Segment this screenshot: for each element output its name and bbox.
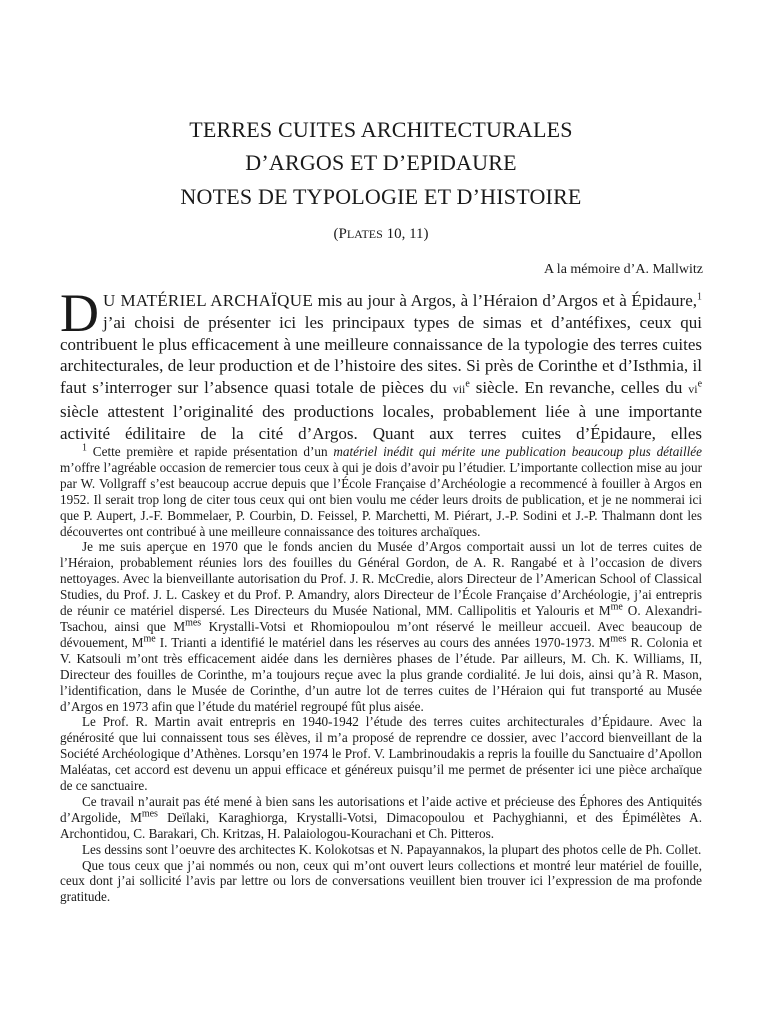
plates-smallcaps: LATES [346, 227, 383, 241]
footnote-reference: 1 [697, 291, 702, 303]
main-paragraph [60, 283, 703, 445]
plates-initial: P [338, 226, 347, 242]
footnote-text: Krystalli-Votsi et Rhomiopoulou m’ont réservé le meilleur accueil. Avec beaucoup de dévouement, M [60, 618, 702, 650]
title-line-2: D’ARGOS ET D’EPIDAURE [245, 150, 517, 175]
footnote-paragraph-3: Le Prof. R. Martin avait entrepris en 1940-1942 l’étude des terres cuites architecturales d’Épidaure. Avec la générosité que lui connaissent tous ses élèves, il m’a proposé de reprendre ce dossier, avec l’accord bienveillant de la Société Archéologique d’Athènes. Lorsqu’en 1974 le Prof. V. Lambrinoudakis a repris la fouille du Sanctuaire d’Apollon Maléatas, cet accord est devenu un appui efficace et généreux puisqu’il me permet de présenter ici une pièce archaïque de ce sanctuaire. [60, 714, 702, 794]
abbrev-superscript: me [143, 633, 156, 645]
abbrev-superscript: mes [185, 617, 202, 629]
footnote-paragraph-4 [60, 794, 702, 842]
footnote-text: m’offre l’agréable occasion de remercier tous ceux à qui je dois d’avoir pu l’étudier. L’importante collection mise au jour par W. Vollgraff s’est beaucoup accrue depuis que l’École Française d’Archéologie a recommencé à fouiller à Argos en 1952. Il serait trop long de citer tous ceux qui ont bien voulu me céder leurs droits de publication, et je ne nommerai ici que P. Aupert, J.-F. Bommelaer, P. Courbin, D. Feissel, P. Marchetti, M. Piérart, J.-P. Sodini et J.-P. Thalmann dont les découvertes ont contribué à une meilleure connaissance des toitures archaïques. [60, 459, 702, 539]
footnote [60, 444, 702, 905]
body-text-1: mis au jour à Argos, à l’Héraion d’Argos et à Épidaure, [313, 291, 697, 310]
footnote-text: O. Alexandri-Tsachou, ainsi que M [60, 603, 702, 634]
dedication: A la mémoire d’A. Mallwitz [543, 262, 703, 277]
footnote-text: Ce travail n’aurait pas été mené à bien sans les autorisations et l’aide active et précieuse des Éphores des Antiquités d’Argolide, M [60, 793, 702, 825]
title-line-3: NOTES DE TYPOLOGIE ET D’HISTOIRE [180, 184, 582, 209]
abbrev-superscript: mes [610, 633, 627, 645]
footnote-paragraph-1 [60, 444, 702, 539]
lead-in: U MATÉRIEL ARCHAÏQUE [103, 291, 314, 310]
plates-reference [0, 226, 762, 243]
footnote-text: R. Colonia et V. Katsouli m’ont très efficacement aidée dans les dernières phases de l’étude. Par ailleurs, M. Ch. K. Williams, II, Directeur des fouilles de Corinthe, m’a toujours reçue avec la plus grande cordialité. Je lui dois, ainsi qu’à R. Mason, l’identification, dans le Musée de Corinthe, d’un autre lot de terres cuites de l’Héraion qui fut transporté au Musée d’Argos en 1973 afin que l’étude du matériel regroupé fût plus aisée. [60, 634, 702, 714]
plates-numbers: 10, 11) [382, 226, 429, 242]
body-text-2: j’ai choisi de présenter ici les principaux types de simas et d’antéfixes, ceux qui contribuent le plus efficacement à une meilleure connaissance de la typologie des terres cuites architecturales, de leur production et de l’histoire des sites. Si près de Corinthe et d’Isthmia, il faut s’interroger sur l’absence quasi totale de pièces du [60, 312, 702, 398]
footnote-number: 1 [82, 442, 87, 454]
abbrev-superscript: me [610, 601, 623, 613]
footnote-text: I. Trianti a identifié le matériel dans les réserves au cours des années 1970-1973. M [155, 634, 611, 650]
century-suffix-2: e [697, 378, 703, 390]
abbrev-superscript: mes [141, 808, 158, 820]
century-vi: vi [688, 382, 698, 397]
title-line-1: TERRES CUITES ARCHITECTURALES [189, 117, 573, 142]
century-suffix-1: e [465, 378, 470, 390]
footnote-paragraph-2 [60, 539, 702, 714]
footnote-text: Je me suis aperçue en 1970 que le fonds ancien du Musée d’Argos comportait aussi un lot de terres cuites de l’Héraion, probablement réunies lors des fouilles du Général Gordon, de A. R. Rangabé et à l’occasion de divers nettoyages. Avec la bienveillante autorisation du Prof. J. R. McCredie, alors Directeur de l’American School of Classical Studies, du Prof. J. L. Caskey et du Prof. P. Amandry, alors Directeur de l’École Française d’Archéologie, j’ai entrepris de réunir ce matériel dispersé. Les Directeurs du Musée National, MM. Callipolitis et Yalouris et M [60, 539, 702, 619]
footnote-paragraph-6: Que tous ceux que j’ai nommés ou non, ceux qui m’ont ouvert leurs collections et montré leur matériel de fouille, ceux dont j’ai sollicité l’avis par lettre ou lors de conversations veuillent bien trouver ici l’expression de ma profonde gratitude. [60, 857, 702, 905]
century-vii: vii [452, 382, 466, 397]
body-text-3: siècle. En revanche, celles du [469, 378, 689, 398]
footnote-paragraph-5: Les dessins sont l’oeuvre des architectes K. Kolokotsas et N. Papayannakos, la plupart des photos celle de Ph. Collet. [82, 841, 702, 857]
body-text-4: siècle attestent l’originalité des productions locales, probablement liée à une importante activité édilitaire de la cité d’Argos. Quant aux terres cuites d’Épidaure, elles [60, 401, 702, 443]
plates-open: ( [333, 226, 339, 242]
footnote-italic: matériel inédit qui mérite une publication beaucoup plus détaillée [333, 444, 702, 459]
footnote-text: Deïlaki, Karaghiorga, Krystalli-Votsi, Dimacopoulou et Pachyghianni, et des Épimélètes A. Archontidou, C. Barakari, Ch. Kritzas, H. Palaiologou-Kourachani et Ch. Pitteros. [60, 809, 703, 841]
footnote-text: Cette première et rapide présentation d’un [87, 444, 334, 459]
drop-cap: D [60, 283, 99, 343]
